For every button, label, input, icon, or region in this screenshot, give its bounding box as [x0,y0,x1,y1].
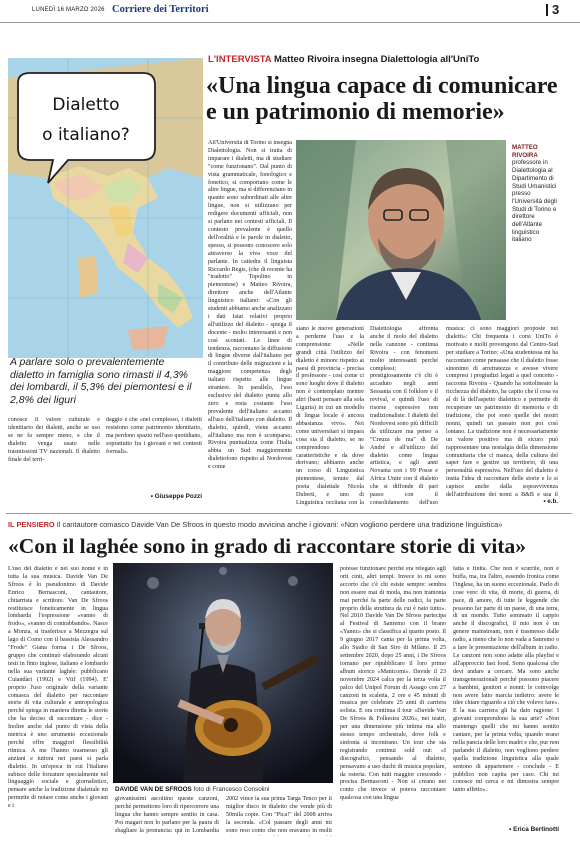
newspaper-name: Corriere dei Territori [112,4,209,15]
article2-headline: «Con il laghée sono in grado di raccontare storie di vita» [8,534,526,558]
article2-signature [453,826,559,833]
bio-text: professore in Dialettologia al Dipartimento di Studi Umanistici presso l'Università degli Studi di Torino e direttore dell'Atlante linguistico italiano [512,159,557,244]
article2-kicker-label: IL PENSIERO [8,520,55,529]
page-number-divider [546,4,548,16]
bio-name: MATTEO RIVOIRA [512,144,538,159]
bubble-line1: Dialetto [52,95,120,115]
article1-kicker [208,54,479,65]
article2-column-3: 2002 vince la sua prima Targa Tenco per il miglior disco in dialetto che vende più di 50mila copie. Con "Pica!" del 2008 arriva la seconda. «Col passare degli anni mi sono reso conto che non eravamo in molti [226,796,332,834]
article1-headline: «Una lingua capace di comunicare e un patrimonio di memorie» [206,73,558,125]
article1-column-2: daggio è che «nel complesso, i dialetti resistono come patrimonio identitario, ma perdono spazio nell'uso quotidiano, soprattutto fra i giovani e nei contesti formali». [106,417,202,455]
article1-column-4: siano le nuove generazioni a perderne l'uso e la comprensione: «Nelle grandi città l'utilizzo del dialetto è minore rispetto ai paesi di provincia - precisa il professore - così come ci sono luoghi dove il dialetto non è contemplato mentre altri (basti pensare alla sola Liguria) in cui un modello di lingua locale è ancora abbastanza vivo». Noi come universitari si impara cosa sia il dialetto, se ne comprendono le caratteristiche e da dove derivano; abbiamo anche un corso di Linguistica piemontese, tenuto dal poeta dialettale Nicola Duberti, e uno di Linguistica occitana con la [296,326,364,506]
article1-column-6: musica: ci sono maggiori proposte nei dialetti»: Chi frequenta i corsi UniTo è motivato e molti provengono dal Centro-Sud per studiare a Torino: «Una studentessa mi ha raccontato come pensasse che il dialetto fosse sinonimo di arretratezza e avesse vivere compresi i pregiudizi legati a quel concetto - racconta Rivoira - Quando ha sottolineato la ricchezza del dialetto, ha capito che il cosa va al di là dell'aspetto dialettico e permette di recuperare un patrimonio di memoria e di tradizione, che poi sono quelle dei nostri nonni, quindi un passato non poi così lontano. La tradizione non è necessariamente un valore positivo ma di sicuro può rappresentare una nostalgia della dimensione comunitaria che ci manca, della cultura del saper fare e gestire un territorio, di una personalità espressiva. Nell'uso del dialetto è insita l'idea di raccontare delle storie e lo si capisce anche dalla sopravvivenza dell'attribuzione dei nomi a B&B e usa il [446,326,558,498]
page-number: 3 [552,2,560,17]
article1-col2-signature [106,493,202,500]
article2-column-4: potesse funzionare perché era relegato agli orti cinti, altri tempi. Invece io mi sono accorto che c'è chi esiste sempre: sembra non essere mai di moda, ma non tramonta mai perché fa parte delle radici, fa parte proprio della struttura da cui è nato tutto». Nel 2010 Davide Van De Sfroos partecipa al Festival di Sanremo con il brano «Yanez» che si classifica al quarto posto. Il 9 giugno 2017 canta per la prima volta, allo Stadio di San Siro di Milano. Il 25 settembre 2020, dopo 25 anni, i De Sfroos tornano per ripubblicare il loro primo album storico «Manicomi». Davide il 23 novembre 2024 calca per la terza volta il palco del Unipol Forum di Assago con 27 canzoni in scaletta, 2 ore e 45 minuti di musica per celebrare 25 anni di carriera solista. E ora continua il tour «Davide Van De Sfroos & Folkestra 2026», nei teatri, per una dimensione più intima ma allo stesso tempo orchestrale, dove folk e sinfonia si incontrano. Un tour che sta registrando continui sold out: «I discografici, pensando al dialetto, pensavano a uso duchi di musica popolare, da osteria. Con tutti maggior crescendo - precisa Bernasconi - Non si creano nei conto che invece si poteva raccontare qualcosa con una lingua [340,566,446,802]
article1-column-3: All'Università di Torino si insegna Dialettologia. Non si tratta di imparare i dialetti, ma di studiare "come funzionano". Dal punto di vista grammaticale, fonologico e fonetico, si comportano come le altre lingue, ma si differenziano in quanto sono subordinati alle altre lingue, non si utilizzano per redigere documenti ufficiali, non si parlano nei contesti ufficiali. Il contesto prevalente è quello dell'oralità e le parole in dialetto, spesso, si possono conoscere solo attraverso la viva voce del parlante. In cattedra il linguista Riccardo Regis, (che di recente ha "tradotto" Topolino in piemontese) e Matteo Rivoira, direttore anche dell'Atlante linguistico italiano: «Con gli studenti abbiamo anche analizzato i dati Istat relativi proprio all'utilizzo del dialetto - spiega il docente - molto interessanti e non così scontati. Le linee di tendenza, raccontano la diffusione di lingue diverse dall'italiano per il contributo delle migrazioni e la maggiore competenza degli italiani rispetto alle lingue straniere. In parallelo, l'uso esclusivo del dialetto punta allo zero e resta costante l'uso prevalente dell'italiano accanto all'uso dell'italiano con dialetto. Il dialetto, quindi, viene accanto all'italiano ma non è scomparso. Rivoira puntualizza come l'Italia abbia un Sud maggiormente dialettofono rispetto al Nordovest e come [208,140,292,471]
article1-column-1: conosce il valore culturale e identitario dei dialetti, anche se uso se ne fa sempre meno, e che il dialetto venga usato nelle trasmissioni TV nazionali. Il dialetto finale del terri- [8,417,100,463]
portrait-photo-rivoira [296,140,506,320]
article2-kicker [8,520,502,529]
article2-author: • Erica Bertinotti [509,826,559,833]
article1-author-2: • e.b. [543,498,558,505]
article1-kicker-text: Matteo Rivoira insegna Dialettologia all'UniTo [273,54,480,65]
article1-column-5: Dialettologia affronta anche il ruolo del dialetto nella canzone - continua Rivoira - con fenomeni molto interessanti perché complessi; prestigiosamente c'è chi è accaduto negli anni Sessanta con il folklore e il revival, e quindi l'uso di risorse espressive non tradizionaliste. I dialetti del Nordovest sono più difficili da utilizzare ma penso a "Creuza de ma" di De André e all'utilizzo del dialetto come lingua artistica, e agli anni Novanta con i 99 Posse e Africa Unite con il dialetto che si diffonde di pari passo con il consolidamento dell'uso [370,326,438,506]
photo-subject: DAVIDE VAN DE SFROOS [115,786,192,793]
article2-column-1: L'uso del dialetto è nel suo nome e in tutta la sua musica. Davide Van De Sfroos è lo pseudonimo di Davide Enrico Bernasconi, cantautore, chitarrista e scrittore. Van De Sfroos restituisce foneticamente in lingua lombarda l'espressione «vanno di frodo», «vanno di contrabbando». Nasce a Monza, si trasferisce a Mezzegra sul lago di Como con il bassista Alessandro "Frode" Giana forma i De Sfroos, gruppo che continuò elaborando alcuni testi in finto inglese, italiano e lombardo nella sua variante laghée: pubblicano Cuiandàri (1992) e Viif (1994). E' proprio l'uso originale della variante comasca del dialetto per raccontare storie di vita culturale e antropologica perché spiega in maniera diretta le storie che ha deciso di raccontare - dice - Inoltre anche dal punto di vista della metrica è uno strumento eccezionale perché offre maggiori flessibilità ritmica. A me l'hanno trasmesso gli anziani e tuttora nei paesi si parla dialetto. In un'epoca in cui l'italiano subisce delle forzature specialmente nel linguaggio sociale e giornalistico, pensare anche la tradizione dialettale mi permette di notare come anche i giovani e i [8,566,108,810]
concert-photo-vandesfroos [113,563,333,783]
article2-column-2: giovanissimi ascoltino queste canzoni, perché permettono loro di ripercorrere una lingua che hanno sempre sentito in casa. Poi magari non lo parlano per la paura di sbagliare la pronuncia: qui in Lombardia [115,796,219,834]
author-bio [512,144,557,244]
portrait-photo-graphic [296,140,506,320]
article2-column-5: fatta e finita. Che non è scurrile, non è buffa, ma, tra l'altro, essendo fronica come l'inglese, ha un suono eccezionale. Parlo di cose vere: di vita, di morte, di guerra, di pace, di amore, di tutte le leggende che possono far parte di un paese, di una terra, di un mondo. Tutto sommato il cappio anche il discografici, il mio non è un genere mainstream, non è trasmesso dalle radio, a meno che lo non vada a Sanremo o a fare le presentazione dell'album in radio. Le canzoni non sono adatte alla playlist e all'approccio fast food. Sono qualcosa che devi andare a cercare. Ma sono anche transgenerazionali perché possono piacere a bambini, genitori e nonni: le coinvolge non avere fatto marcia indietro: avere le idee chiare riguardo a ciò che volevo fare». E la sua carriera gli ha dato ragione: I giovani comprendono la sua arte? «Non mantengo quelli che mi hanno sentito cantare, per la prima volta, quando erano nella pancia delle loro madri e che, pur non parlando il dialetto, non vogliono perdere quella tradizione linguistica alla quale sentono di appartenere - conclude - E pubblico non capita per caso. Chi mi conosce mi cerca e mi dimostra sempre tanto affetto». [453,566,559,794]
article1-col6-signature [446,498,558,505]
issue-date: LUNEDÌ 16 MARZO 2026 [32,7,105,13]
italy-map-illustration [8,58,203,358]
concert-photo-caption [115,786,269,793]
article1-author-1: • Giuseppe Pozzi [150,493,202,500]
page-header [0,0,580,23]
map-caption: A parlare solo o prevalentemente dialetto in famiglia sono rimasti il 4,3% dei lombardi, il 5,3% dei piemontesi e il 2,8% dei liguri [10,356,192,406]
italy-map-graphic [8,58,203,358]
section-divider [6,513,572,514]
concert-photo-graphic [113,563,333,783]
photo-credit: foto di Francesco Consolini [193,786,270,793]
article2-kicker-text: Il cantautore comasco Davide Van De Sfroos in questo modo avvicina anche i giovani: «Non vogliono perdere una tradizione linguistica» [56,520,503,529]
bubble-line2: o italiano? [42,125,130,145]
article1-kicker-label: L'INTERVISTA [208,54,272,65]
